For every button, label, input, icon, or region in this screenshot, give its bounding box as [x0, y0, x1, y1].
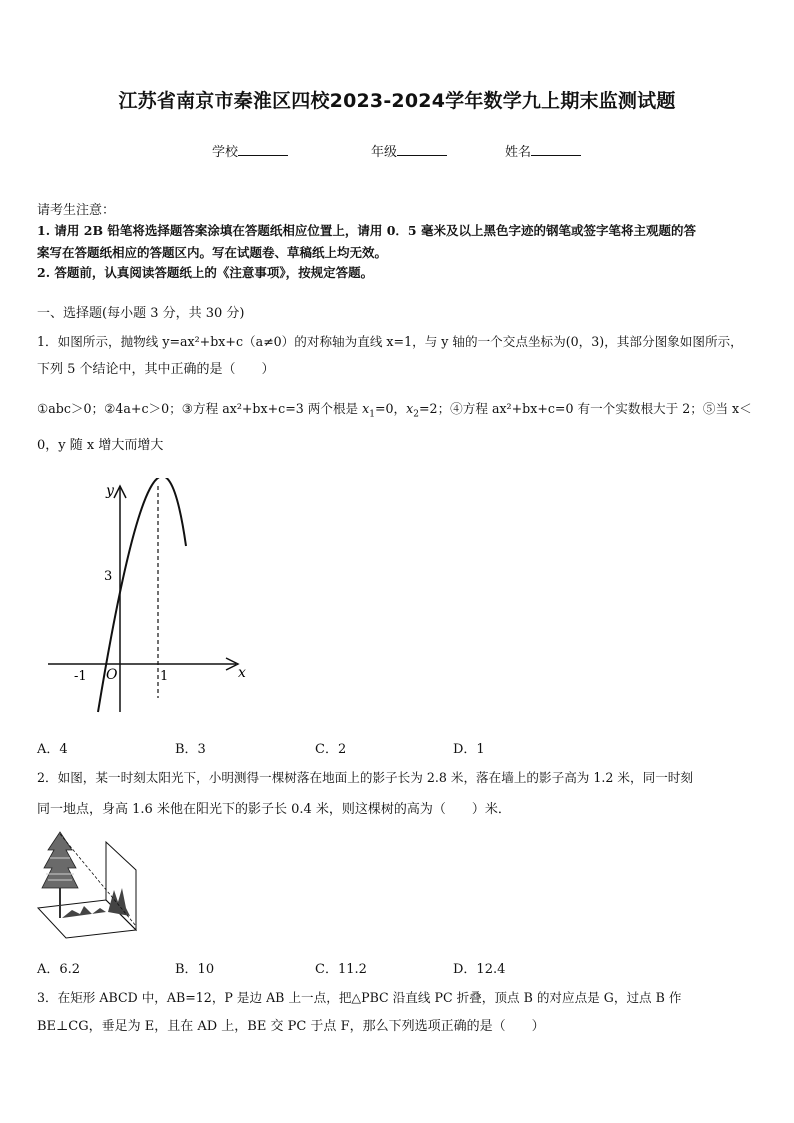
school-field: [212, 141, 288, 160]
q1-parabola-figure: [40, 478, 260, 718]
wall-plane: [106, 842, 136, 930]
q2-option-a[interactable]: A．6.2: [37, 962, 81, 977]
q3-line-2: BE⊥CG，垂足为 E，且在 AD 上，BE 交 PC 于点 F，那么下列选项正确的是（ ）: [37, 1019, 545, 1034]
y-axis-label: y: [106, 483, 114, 499]
q2-option-b[interactable]: B．10: [175, 962, 215, 977]
q2-option-c[interactable]: C．11.2: [315, 962, 367, 977]
name-label: 姓名: [505, 145, 532, 160]
notice-heading: 请考生注意：: [37, 203, 116, 218]
origin-label: O: [106, 667, 118, 683]
x-axis-label: x: [238, 665, 246, 681]
q2-line-2: 同一地点，身高 1.6 米他在阳光下的影子长 0.4 米，则这棵树的高为（ ）米．: [37, 802, 511, 817]
q1-x2-value: =2；④方程 ax²+bx+c=0 有一个实数根大于 2；⑤当 x＜: [419, 401, 752, 416]
tick-label-3: 3: [104, 569, 113, 584]
q1-line-2: 下列 5 个结论中，其中正确的是（ ）: [37, 362, 275, 377]
name-blank: [531, 143, 581, 156]
q3-line-1: 3．在矩形 ABCD 中，AB=12，P 是边 AB 上一点，把△PBC 沿直线 PC 折叠，顶点 B 的对应点是 G，过点 B 作: [37, 990, 682, 1005]
grade-blank: [397, 143, 447, 156]
q2-line-1: 2．如图，某一时刻太阳光下，小明测得一棵树落在地面上的影子长为 2.8 米，落在墙上的影子高为 1.2 米，同一时刻: [37, 770, 693, 785]
wall-shadow: [108, 888, 130, 916]
q2-tree-shadow-figure: [36, 830, 146, 940]
q2-option-d[interactable]: D．12.4: [453, 962, 506, 977]
page-title: 江苏省南京市秦淮区四校2023-2024学年数学九上期末监测试题: [118, 90, 676, 112]
grade-label: 年级: [371, 145, 398, 160]
q1-line-4: 0，y 随 x 增大而增大: [37, 438, 164, 453]
q1-x1: x: [362, 401, 370, 416]
tick-label-1: 1: [160, 669, 169, 684]
notice-item-2: 2. 答题前，认真阅读答题纸上的《注意事项》，按规定答题。: [37, 265, 374, 280]
q1-statements-a: ①abc＞0；②4a+c＞0；③方程 ax²+bx+c=3 两个根是: [37, 401, 363, 416]
school-label: 学校: [212, 145, 239, 160]
q1-x1-value: =0，: [374, 401, 407, 416]
name-field: [505, 141, 581, 160]
school-blank: [238, 143, 288, 156]
q1-option-b[interactable]: B．3: [175, 742, 206, 757]
q1-x2: x: [406, 401, 414, 416]
ground-shadow: [62, 906, 106, 918]
q1-option-c[interactable]: C．2: [315, 742, 347, 757]
section-heading: 一、选择题(每小题 3 分，共 30 分): [37, 306, 245, 321]
notice-item-1-line-2: 案写在答题纸相应的答题区内。写在试题卷、草稿纸上均无效。: [37, 245, 388, 260]
tick-label-neg1: -1: [74, 669, 87, 684]
q1-line-3: [37, 399, 752, 425]
q1-option-d[interactable]: D．1: [453, 742, 485, 757]
grade-field: [371, 141, 447, 160]
q1-line-1: 1．如图所示，抛物线 y=ax²+bx+c（a≠0）的对称轴为直线 x=1，与 y 轴的一个交点坐标为(0，3)，其部分图象如图所示，: [37, 334, 743, 349]
q1-x2-sub: 2: [413, 409, 419, 420]
q1-x1-sub: 1: [369, 409, 375, 420]
notice-item-1-line-1: 1. 请用 2B 铅笔将选择题答案涂填在答题纸相应位置上，请用 0．5 毫米及以上黑色字迹的钢笔或签字笔将主观题的答: [37, 223, 696, 238]
q1-option-a[interactable]: A．4: [37, 742, 68, 757]
